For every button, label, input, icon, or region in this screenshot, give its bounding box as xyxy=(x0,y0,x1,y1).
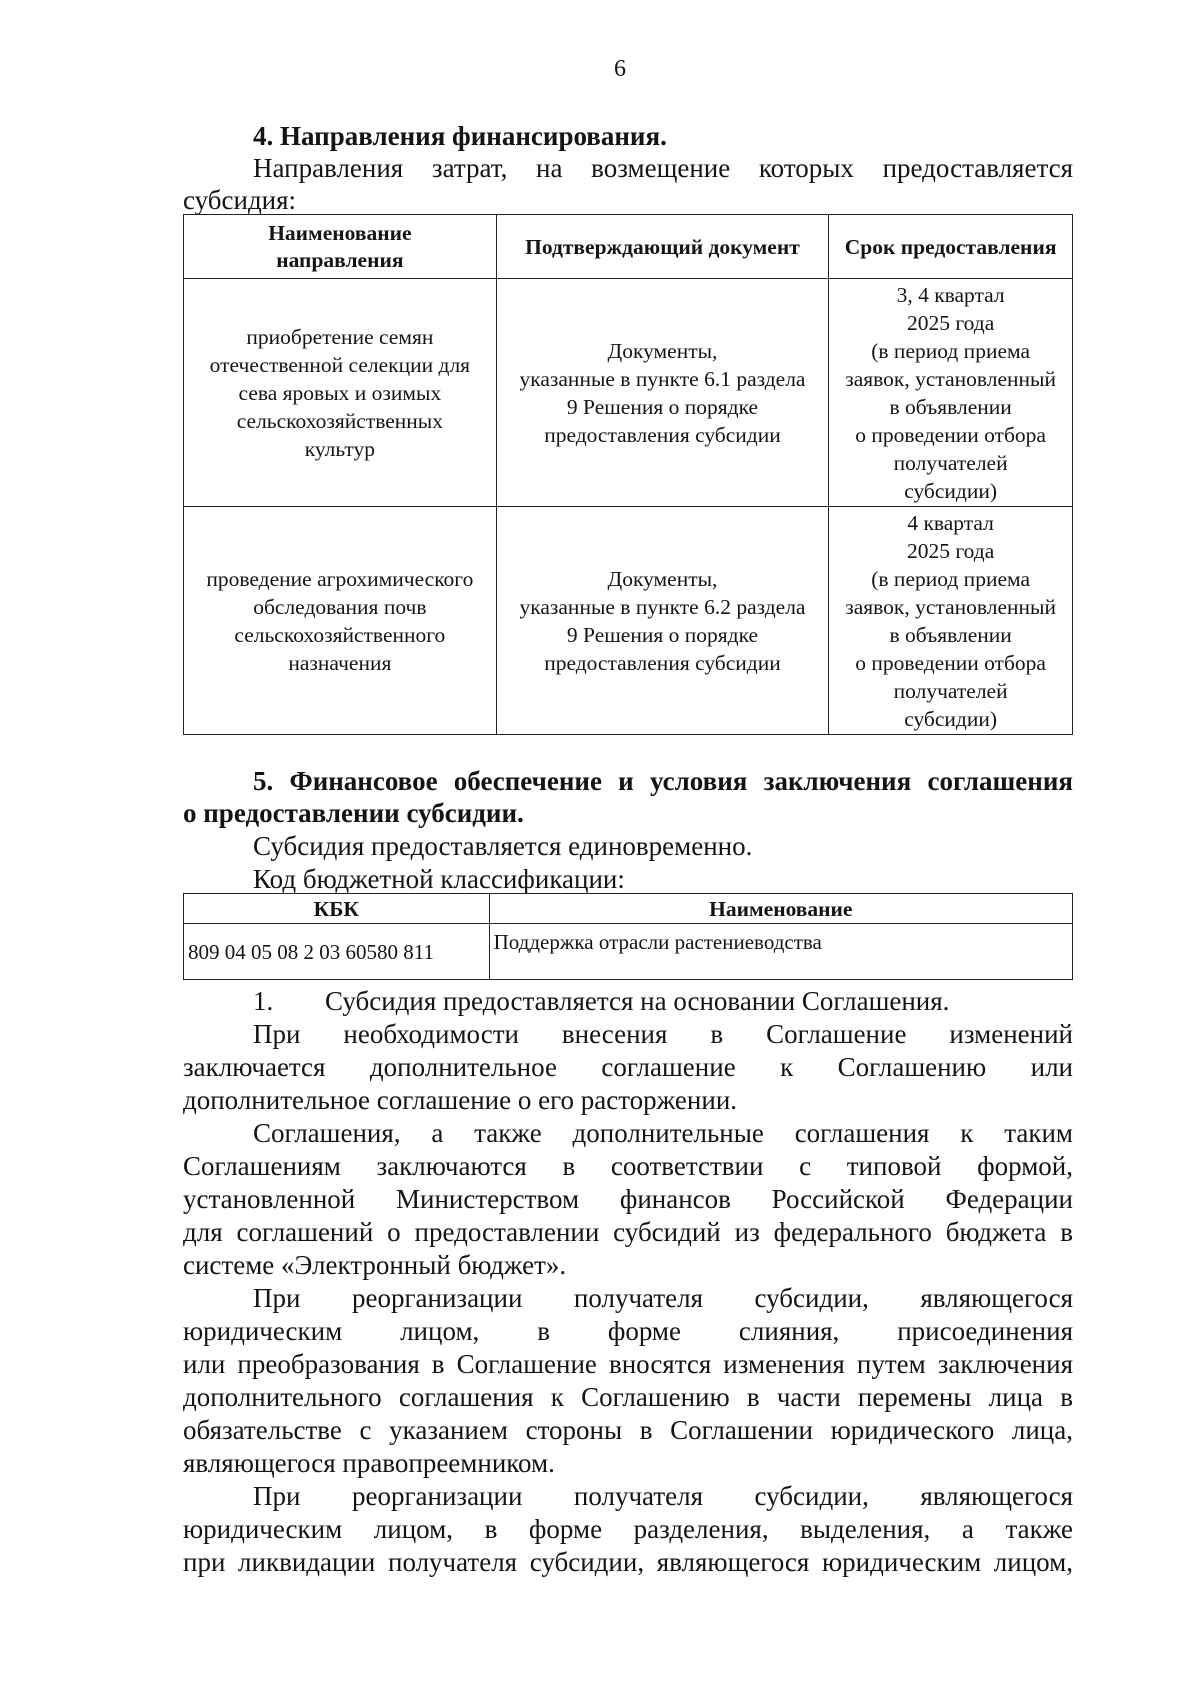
row1-direction-name: приобретение семян отечественной селекции для сева яровых и озимых сельскохозяйственных культур xyxy=(184,279,497,507)
kbk-table xyxy=(183,893,1073,980)
para-reorg-merge-line3: или преобразования в Соглашение вносятся изменения путем заключения xyxy=(183,1349,1073,1379)
para-reorg-merge-line2: юридическим лицом, в форме слияния, присоединения xyxy=(183,1316,1073,1346)
item1-number: 1. xyxy=(253,986,274,1016)
page-number: 6 xyxy=(614,56,626,82)
row2-document: Документы, указанные в пункте 6.2 раздела 9 Решения о порядке предоставления субсидии xyxy=(496,507,829,735)
header-document: Подтверждающий документ xyxy=(496,215,829,279)
row2-direction-name: проведение агрохимического обследования почв сельскохозяйственного назначения xyxy=(184,507,497,735)
para-agreements-line2: Соглашениям заключаются в соответствии с типовой формой, xyxy=(183,1151,1073,1181)
kbk-header-code: КБК xyxy=(184,894,490,924)
kbk-code: 809 04 05 08 2 03 60580 811 xyxy=(184,924,490,980)
header-term: Срок предоставления xyxy=(829,215,1073,279)
para-agreements-line3: установленной Министерством финансов Российской Федерации xyxy=(183,1184,1073,1214)
kbk-header-name: Наименование xyxy=(489,894,1072,924)
para-reorg-split-line2: юридическим лицом, в форме разделения, выделения, а также xyxy=(183,1514,1073,1544)
table-row xyxy=(184,924,1073,980)
section4-intro-line1: Направления затрат, на возмещение которых предоставляется xyxy=(253,153,1073,183)
section4-intro-line2: субсидия: xyxy=(183,185,297,215)
para-reorg-merge-line1: При реорганизации получателя субсидии, являющегося xyxy=(253,1283,1073,1313)
para-agreements-line4: для соглашений о предоставлении субсидий из федерального бюджета в xyxy=(183,1217,1073,1247)
financing-directions-table xyxy=(183,214,1073,735)
section5-heading-line2: о предоставлении субсидии. xyxy=(183,798,524,828)
kbk-name: Поддержка отрасли растениеводства xyxy=(489,924,1072,980)
para-changes-line3: дополнительное соглашение о его расторжении. xyxy=(183,1085,738,1115)
para-reorg-merge-line6: являющегося правопреемником. xyxy=(183,1448,555,1478)
para-reorg-merge-line4: дополнительного соглашения к Соглашению в части перемены лица в xyxy=(183,1382,1073,1412)
row2-term: 4 квартал 2025 года (в период приема заявок, установленный в объявлении о проведении отбора получателей субсидии) xyxy=(829,507,1073,735)
para-reorg-merge-line5: обязательстве с указанием стороны в Соглашении юридического лица, xyxy=(183,1415,1073,1445)
para-reorg-split-line3: при ликвидации получателя субсидии, являющегося юридическим лицом, xyxy=(183,1547,1073,1577)
table-row xyxy=(184,279,1073,507)
para-reorg-split-line1: При реорганизации получателя субсидии, являющегося xyxy=(253,1481,1073,1511)
section5-heading-line1: 5. Финансовое обеспечение и условия заключения соглашения xyxy=(253,766,1073,796)
kbk-header-row xyxy=(184,894,1073,924)
p-kbk-intro: Код бюджетной классификации: xyxy=(253,864,625,894)
item1-text: Субсидия предоставляется на основании Соглашения. xyxy=(325,986,950,1016)
header-direction-name: Наименование направления xyxy=(184,215,497,279)
section4-heading: 4. Направления финансирования. xyxy=(253,121,667,151)
row1-term: 3, 4 квартал 2025 года (в период приема заявок, установленный в объявлении о проведении отбора получателей субсидии) xyxy=(829,279,1073,507)
para-agreements-line1: Соглашения, а также дополнительные соглашения к таким xyxy=(253,1118,1073,1148)
p-onetime: Субсидия предоставляется единовременно. xyxy=(253,831,753,861)
para-agreements-line5: системе «Электронный бюджет». xyxy=(183,1250,567,1280)
para-changes-line1: При необходимости внесения в Соглашение изменений xyxy=(253,1019,1073,1049)
table-row xyxy=(184,507,1073,735)
para-changes-line2: заключается дополнительное соглашение к Соглашению или xyxy=(183,1052,1073,1082)
row1-document: Документы, указанные в пункте 6.1 раздела 9 Решения о порядке предоставления субсидии xyxy=(496,279,829,507)
table-header-row xyxy=(184,215,1073,279)
